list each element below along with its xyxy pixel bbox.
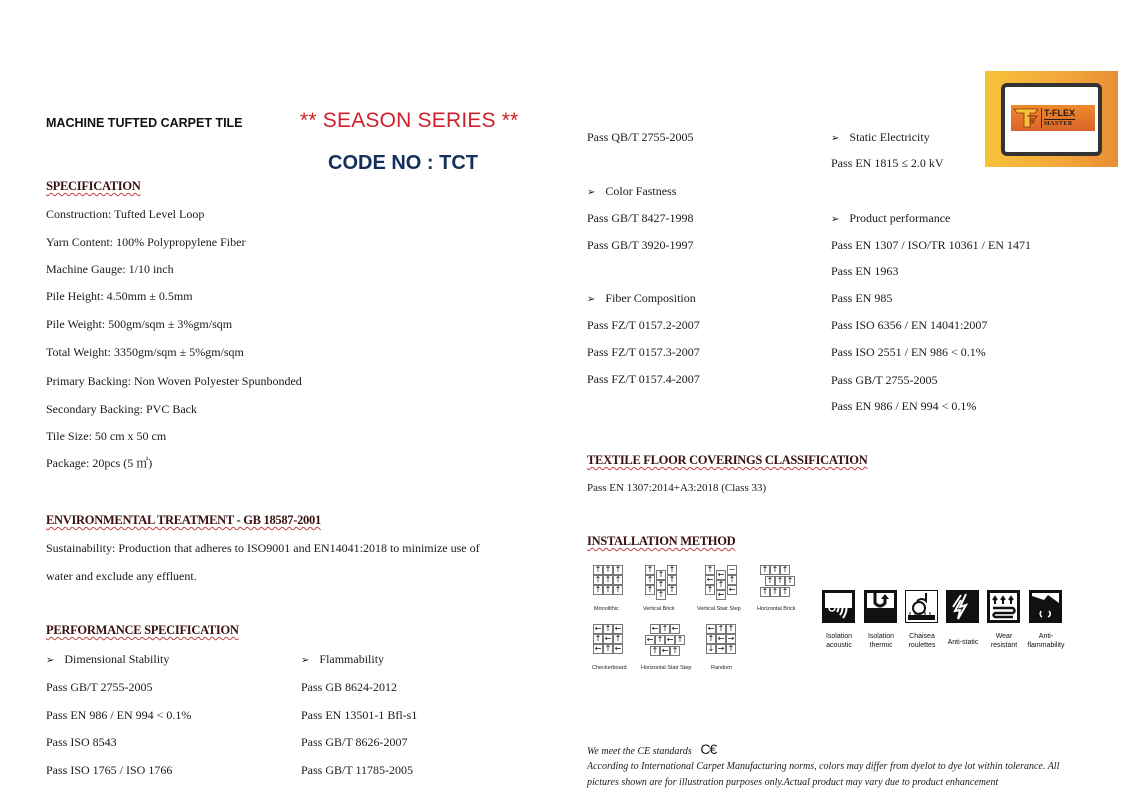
qbt-item: Pass QB/T 2755-2005: [587, 130, 694, 144]
spec-package: Package: 20pcs (5 ㎡): [46, 456, 153, 470]
spec-yarn-content: Yarn Content: 100% Polypropylene Fiber: [46, 235, 246, 249]
product-perf-item: Pass GB/T 2755-2005: [831, 373, 938, 387]
dimensional-item: Pass GB/T 2755-2005: [46, 680, 153, 694]
logo-brand-name: T-FLEX: [1044, 108, 1075, 118]
wear-resistant-icon: [987, 590, 1020, 623]
horizontal-brick-label: Horizontal Brick: [757, 606, 796, 612]
horizontal-stair-step-pattern-icon: ← ↑ ← ← ↑ ← ↑ ↑ ← ↑: [646, 624, 684, 655]
checkerboard-pattern-icon: ← ↑ ← ↑ ← ↑ ← ↑ ←: [594, 624, 622, 653]
ce-mark-icon: C€: [700, 741, 717, 757]
horizontal-brick-pattern-icon: ↑ ↑ ↑ ↑ ↑ ↑ ↑ ↑ ↑: [761, 565, 794, 596]
spec-pile-height: Pile Height: 4.50mm ± 0.5mm: [46, 289, 193, 303]
flammability-item: Pass GB/T 8626-2007: [301, 735, 408, 749]
flammability-item: Pass GB/T 11785-2005: [301, 763, 414, 777]
spec-tile-size: Tile Size: 50 cm x 50 cm: [46, 429, 167, 443]
classification-value: Pass EN 1307:2014+A3:2018 (Class 33): [587, 482, 767, 494]
vertical-brick-pattern-icon: ↑ ↑ ↑ ↑ ↑ ↑ ↑ ↑ ↑: [646, 565, 676, 599]
vertical-stair-step-label: Vertical Stair Step: [697, 606, 741, 612]
specification-heading: SPECIFICATION: [46, 179, 141, 193]
vertical-stair-step-pattern-icon: ↑ ← ↑ ← ↑ ← − ↑ ←: [706, 565, 736, 599]
spec-total-weight: Total Weight: 3350gm/sqm ± 5%gm/sqm: [46, 345, 244, 359]
fiber-item: Pass FZ/T 0157.2-2007: [587, 318, 700, 332]
vertical-brick-label: Vertical Brick: [643, 606, 675, 612]
ce-statement: We meet the CE standards C€: [587, 741, 717, 757]
flammability-title: ➢ Flammability: [301, 652, 384, 668]
dimensional-item: Pass ISO 8543: [46, 735, 117, 749]
sustainability-line2: water and exclude any effluent.: [46, 569, 197, 583]
dimensional-stability-title: ➢ Dimensional Stability: [46, 652, 169, 668]
spec-primary-backing: Primary Backing: Non Woven Polyester Spunbonded: [46, 374, 302, 388]
monolithic-label: Monolithic: [594, 606, 619, 612]
spec-construction: Construction: Tufted Level Loop: [46, 207, 205, 221]
acoustic-isolation-icon: [822, 590, 855, 623]
installation-heading: INSTALLATION METHOD: [587, 534, 736, 548]
horizontal-stair-step-label: Horizontal Stair Step: [641, 665, 692, 671]
fiber-item: Pass FZ/T 0157.3-2007: [587, 345, 700, 359]
acoustic-isolation-label: Isolation acoustic: [825, 633, 853, 649]
product-perf-item: Pass EN 1307 / ISO/TR 10361 / EN 1471: [831, 238, 1032, 252]
static-electricity-title: ➢ Static Electricity: [831, 130, 930, 146]
performance-heading: PERFORMANCE SPECIFICATION: [46, 623, 239, 637]
product-perf-item: Pass EN 986 / EN 994 < 0.1%: [831, 399, 977, 413]
castor-chair-label: Chaisea roulettes: [908, 633, 936, 649]
dimensional-item: Pass EN 986 / EN 994 < 0.1%: [46, 708, 192, 722]
monolithic-pattern-icon: ↑ ↑ ↑ ↑ ↑ ↑ ↑ ↑ ↑: [594, 565, 622, 594]
anti-flammability-label: Anti- flammability: [1027, 633, 1065, 649]
product-type-title: MACHINE TUFTED CARPET TILE: [46, 116, 243, 130]
sustainability-line1: Sustainability: Production that adheres to ISO9001 and EN14041:2018 to minimize use of: [46, 541, 480, 555]
brand-logo: [985, 71, 1118, 167]
castor-chair-icon: [905, 590, 938, 623]
tf-monogram-icon: [1011, 105, 1041, 131]
logo-brand-sub: MASTER: [1044, 119, 1075, 128]
product-perf-item: Pass EN 985: [831, 291, 893, 305]
thermal-isolation-label: Isolation thermic: [867, 633, 895, 649]
spec-machine-gauge: Machine Gauge: 1/10 inch: [46, 262, 174, 276]
thermal-isolation-icon: [864, 590, 897, 623]
fiber-composition-title: ➢ Fiber Composition: [587, 291, 696, 307]
anti-flammability-icon: [1029, 590, 1062, 623]
spec-pile-weight: Pile Weight: 500gm/sqm ± 3%gm/sqm: [46, 317, 233, 331]
random-label: Random: [711, 665, 732, 671]
product-perf-item: Pass ISO 6356 / EN 14041:2007: [831, 318, 988, 332]
wear-resistant-label: Wear resistant: [990, 633, 1018, 649]
checkerboard-label: Checkerboard: [592, 665, 627, 671]
disclaimer-line1: According to International Carpet Manufacturing norms, colors may differ from dyelot to dye lot within tolerance. All: [587, 761, 1060, 772]
random-pattern-icon: ← ↑ ↑ ↑ ← → ↓ → ↑: [707, 624, 735, 653]
product-perf-item: Pass ISO 2551 / EN 986 < 0.1%: [831, 345, 986, 359]
static-item: Pass EN 1815 ≤ 2.0 kV: [831, 156, 944, 170]
color-fastness-item: Pass GB/T 8427-1998: [587, 211, 694, 225]
product-perf-item: Pass EN 1963: [831, 264, 899, 278]
product-performance-title: ➢ Product performance: [831, 211, 950, 227]
flammability-item: Pass GB 8624-2012: [301, 680, 398, 694]
spec-secondary-backing: Secondary Backing: PVC Back: [46, 402, 197, 416]
dimensional-item: Pass ISO 1765 / ISO 1766: [46, 763, 173, 777]
classification-heading: TEXTILE FLOOR COVERINGS CLASSIFICATION: [587, 453, 868, 467]
fiber-item: Pass FZ/T 0157.4-2007: [587, 372, 700, 386]
series-title: ** SEASON SERIES **: [300, 109, 519, 132]
anti-static-icon: [946, 590, 979, 623]
product-code: CODE NO : TCT: [328, 152, 478, 174]
environmental-heading: ENVIRONMENTAL TREATMENT - GB 18587-2001: [46, 513, 321, 527]
color-fastness-title: ➢ Color Fastness: [587, 184, 676, 200]
flammability-item: Pass EN 13501-1 Bfl-s1: [301, 708, 418, 722]
color-fastness-item: Pass GB/T 3920-1997: [587, 238, 694, 252]
anti-static-label: Anti-static: [947, 639, 979, 646]
disclaimer-line2: pictures shown are for illustration purposes only.Actual product may vary due to product enhancement: [587, 777, 999, 788]
